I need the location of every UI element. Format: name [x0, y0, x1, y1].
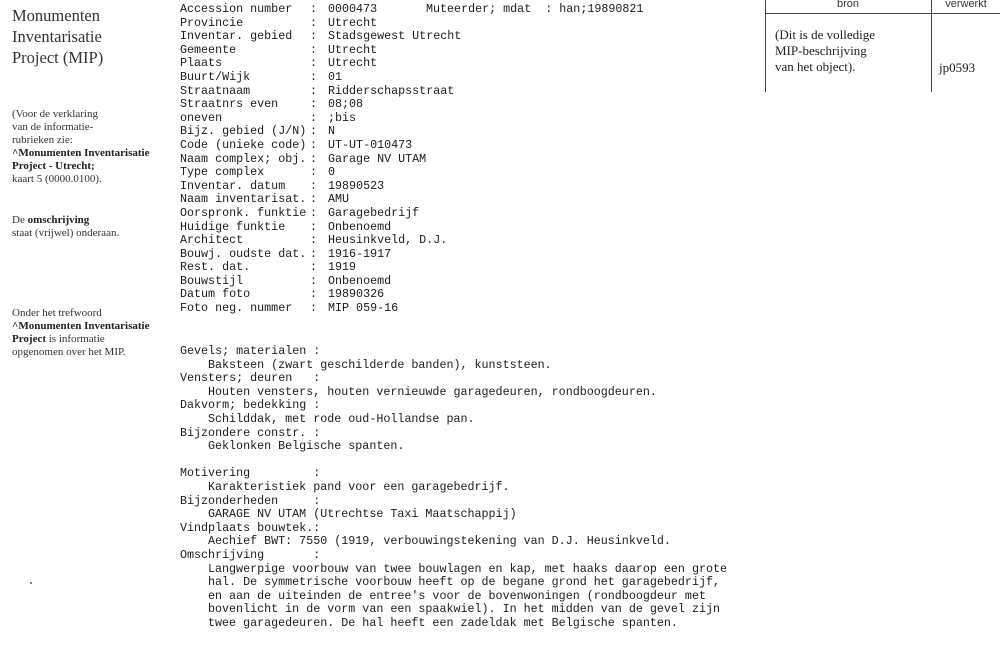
field-value: Stadsgewest Utrecht [328, 29, 462, 44]
field-value: 01 [328, 69, 343, 84]
field-separator: : [310, 56, 318, 71]
field-row [180, 275, 760, 289]
omschrijving-line: twee garagedeuren. De hal heeft een zadeldak met Belgische spanten. [208, 615, 678, 630]
note-omschrijving: De omschrijving staat (vrijwel) onderaan. [12, 214, 120, 239]
field-separator: : [310, 178, 318, 193]
field-row [180, 234, 760, 248]
field-row [180, 153, 760, 167]
field-label: Bouwstijl [180, 273, 244, 288]
field-separator: : [310, 301, 318, 316]
field-value: 19890326 [328, 287, 385, 302]
omschrijving-line: Langwerpige voorbouw van twee bouwlagen en kap, met haaks daarop een grote [208, 561, 728, 576]
field-value: 0 [328, 165, 336, 180]
field-separator: : [310, 110, 318, 125]
field-value: 08;08 [328, 97, 364, 112]
section-text: Schilddak, met rode oud-Hollandse pan. [208, 411, 475, 426]
omschrijving-line: bovenlicht in de vorm van een spaakwiel). In het midden van de gevel zijn [208, 602, 720, 617]
field-label: Plaats [180, 56, 223, 71]
omschrijving-line: hal. De symmetrische voorbouw heeft op de begane grond het garagebedrijf, [208, 575, 720, 590]
section-heading: Vindplaats bouwtek.: [180, 520, 321, 535]
field-value: Utrecht [328, 56, 378, 71]
field-row [180, 207, 760, 221]
field-row [180, 17, 760, 31]
field-separator: : [310, 192, 318, 207]
field-label: Datum foto [180, 287, 251, 302]
section-text: GARAGE NV UTAM (Utrechtse Taxi Maatschappij) [208, 507, 517, 522]
header-bron: bron [836, 0, 860, 10]
field-label: Rest. dat. [180, 260, 251, 275]
note-explanation: (Voor de verklaring van de informatie- rubrieken zie: ^Monumenten Inventarisatie Project - Utrecht; kaart 5 (0000.0100). [12, 108, 150, 185]
field-separator: : [310, 97, 318, 112]
field-separator: : [310, 69, 318, 84]
note-trefwoord: Onder het trefwoord ^Monumenten Inventarisatie Project is informatie opgenomen over het MIP. [12, 307, 150, 358]
field-value: Utrecht [328, 15, 378, 30]
field-row [180, 98, 760, 112]
field-label: Naam complex; obj. [180, 151, 307, 166]
field-label: Bijz. gebied (J/N) [180, 124, 307, 139]
field-label: Straatnrs even [180, 97, 279, 112]
field-row [180, 71, 760, 85]
field-label: Naam inventarisat. [180, 192, 307, 207]
field-separator: : [310, 15, 318, 30]
field-separator: : [310, 29, 318, 44]
field-value: N [328, 124, 336, 139]
field-value: Utrecht [328, 42, 378, 57]
document-title: Monumenten Inventarisatie Project (MIP) [12, 6, 104, 67]
field-row [180, 180, 760, 194]
table-divider [765, 0, 766, 92]
field-value: 1916-1917 [328, 246, 392, 261]
header-verwerkt: verwerkt [945, 0, 987, 10]
field-separator: : [310, 246, 318, 261]
section-heading: Motivering : [180, 466, 321, 481]
field-row [180, 85, 760, 99]
record-fields [180, 3, 760, 316]
field-row [180, 166, 760, 180]
processed-code: jp0593 [939, 60, 976, 75]
field-separator: : [310, 273, 318, 288]
field-row [180, 125, 760, 139]
section-heading: Dakvorm; bedekking : [180, 398, 321, 413]
field-value: AMU [328, 192, 350, 207]
field-separator: : [310, 260, 318, 275]
section-heading: Bijzondere constr. : [180, 425, 321, 440]
field-row [180, 57, 760, 71]
description-sections [180, 345, 770, 630]
field-row [180, 302, 760, 316]
field-label: Inventar. gebied [180, 29, 293, 44]
field-row [180, 44, 760, 58]
field-label: Buurt/Wijk [180, 69, 251, 84]
field-separator: : [310, 233, 318, 248]
field-separator: : [310, 137, 318, 152]
section-text: Geklonken Belgische spanten. [208, 439, 405, 454]
source-description: (Dit is de volledige MIP-beschrijving van het object). [775, 27, 876, 74]
sidebar [12, 0, 162, 358]
source-table [765, 0, 1000, 92]
field-row [180, 221, 760, 235]
field-value: Garagebedrijf [328, 205, 420, 220]
field-separator: : [310, 42, 318, 57]
scan-speck [30, 582, 32, 584]
field-label: Inventar. datum [180, 178, 286, 193]
field-row [180, 30, 760, 44]
field-label: Code (unieke code) [180, 137, 307, 152]
field-separator: : [310, 124, 318, 139]
field-separator: : [310, 165, 318, 180]
field-separator: : [310, 2, 318, 16]
field-value: MIP 059-16 [328, 301, 399, 316]
field-row [180, 193, 760, 207]
field-value: 1919 [328, 260, 357, 275]
section-text: Baksteen (zwart geschilderde banden), kunststeen. [208, 357, 552, 372]
section-text: Karakteristiek pand voor een garagebedrijf. [208, 479, 510, 494]
section-text: Aechief BWT: 7550 (1919, verbouwingstekening van D.J. Heusinkveld. [208, 534, 671, 549]
field-list [180, 3, 760, 316]
field-label: Straatnaam [180, 83, 251, 98]
field-row [180, 288, 760, 302]
section-heading: Gevels; materialen : [180, 344, 321, 358]
field-label: Type complex [180, 165, 265, 180]
field-separator: : [310, 205, 318, 220]
field-label: Gemeente [180, 42, 237, 57]
field-row [180, 248, 760, 262]
field-separator: : [310, 219, 318, 234]
field-value: Onbenoemd [328, 219, 392, 234]
field-row [180, 112, 760, 126]
table-divider [931, 0, 932, 92]
field-value: Garage NV UTAM [328, 151, 427, 166]
field-label: Bouwj. oudste dat. [180, 246, 307, 261]
section-heading: Bijzonderheden : [180, 493, 321, 508]
field-row [180, 139, 760, 153]
field-value: UT-UT-010473 [328, 137, 413, 152]
section-heading: Vensters; deuren : [180, 371, 321, 386]
field-label: Oorspronk. funktie [180, 205, 307, 220]
field-value: 19890523 [328, 178, 385, 193]
field-label: Foto neg. nummer [180, 301, 293, 316]
section-text: Houten vensters, houten vernieuwde garagedeuren, rondboogdeuren. [208, 384, 657, 399]
field-value: Onbenoemd [328, 273, 392, 288]
field-value: 0000473 [328, 2, 378, 16]
field-label: Huidige funktie [180, 219, 286, 234]
field-value: Ridderschapsstraat [328, 83, 455, 98]
field-label: oneven [180, 110, 223, 125]
field-value: ;bis [328, 110, 357, 125]
field-label: Accession number [180, 2, 293, 16]
omschrijving-line: en aan de uiteinden de entree's voor de bovenwoningen (rondboogdeur met [208, 588, 706, 603]
field-row [180, 261, 760, 275]
field-value: Heusinkveld, D.J. [328, 233, 448, 248]
field-separator: : [310, 287, 318, 302]
field-separator: : [310, 83, 318, 98]
mutator-field: Muteerder; mdat : han;19890821 [426, 2, 644, 16]
field-label: Architect [180, 233, 244, 248]
section-heading: Omschrijving : [180, 547, 321, 562]
field-label: Provincie [180, 15, 244, 30]
field-separator: : [310, 151, 318, 166]
